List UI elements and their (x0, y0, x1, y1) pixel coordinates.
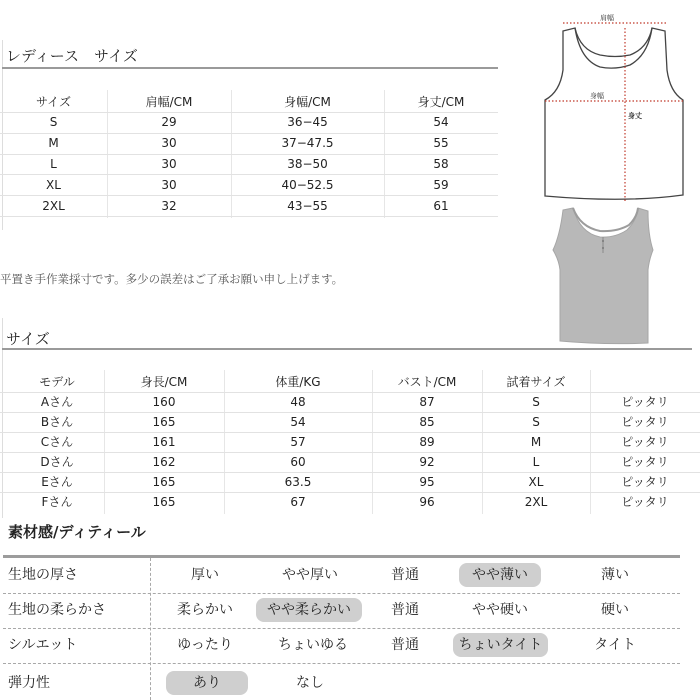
cell-weight: 63.5 (284, 475, 312, 489)
cell-length: 55 (433, 136, 449, 150)
row-label: 生地の柔らかさ (8, 602, 106, 618)
cell-length: 54 (433, 115, 449, 129)
cell-fit: ピッタリ (621, 395, 669, 409)
material-section-title: 素材感/ディティール (8, 523, 146, 541)
cell-bust: 96 (419, 495, 435, 509)
cell-fit: ピッタリ (621, 435, 669, 449)
cell-model: Bさん (40, 415, 74, 429)
cell-height: 162 (152, 455, 176, 469)
cell-chest: 38−50 (287, 157, 328, 171)
cell-size: M (48, 136, 59, 150)
option-normal: 普通 (391, 567, 419, 583)
cell-shoulder: 32 (161, 199, 177, 213)
cell-fit: ピッタリ (621, 455, 669, 469)
option-soft: 柔らかい (177, 602, 233, 618)
cell-size: S (49, 115, 58, 129)
cell-tried-size: 2XL (524, 495, 548, 509)
cell-fit: ピッタリ (621, 495, 669, 509)
cell-model: Cさん (40, 435, 74, 449)
material-section-rule (3, 555, 680, 558)
cell-weight: 67 (290, 495, 306, 509)
cell-size: L (50, 157, 57, 171)
model-section-rule (2, 348, 692, 350)
cell-chest: 43−55 (287, 199, 328, 213)
option-slightly-thin-selected: やや薄い (459, 563, 541, 587)
cell-chest: 37−47.5 (281, 136, 334, 150)
option-normal: 普通 (391, 637, 419, 653)
option-no: なし (296, 675, 324, 691)
row-divider (3, 628, 680, 629)
cell-shoulder: 30 (161, 136, 177, 150)
cell-shoulder: 30 (161, 157, 177, 171)
cell-bust: 87 (419, 395, 435, 409)
cell-length: 61 (433, 199, 449, 213)
size-section-title: レディース サイズ (6, 47, 138, 65)
option-slightly-soft-selected: やや柔らかい (256, 598, 362, 622)
cell-bust: 95 (419, 475, 435, 489)
length-label: 身丈 (628, 112, 642, 120)
cell-bust: 85 (419, 415, 435, 429)
column-header-tried-size: 試着サイズ (506, 375, 566, 389)
cell-bust: 92 (419, 455, 435, 469)
shoulder-width-label: 肩幅 (600, 14, 614, 22)
option-thin: 薄い (601, 567, 629, 583)
cell-model: Fさん (41, 495, 73, 509)
cell-tried-size: S (532, 415, 540, 429)
option-yes-selected: あり (166, 671, 248, 695)
cell-height: 165 (152, 415, 176, 429)
column-header-length: 身丈/CM (417, 95, 465, 109)
cell-size: 2XL (42, 199, 65, 213)
option-slightly-tight-selected: ちょいタイト (453, 633, 548, 657)
label-divider (150, 558, 151, 700)
cell-tried-size: XL (528, 475, 544, 489)
cell-model: Dさん (40, 455, 74, 469)
cell-tried-size: L (532, 455, 540, 469)
tank-top-measurement-diagram (530, 0, 700, 210)
row-label: 生地の厚さ (8, 567, 78, 583)
cell-weight: 54 (290, 415, 306, 429)
cell-length: 59 (433, 178, 449, 192)
product-photo-gray-tank (545, 205, 665, 345)
option-normal: 普通 (391, 602, 419, 618)
chest-width-label: 身幅 (590, 92, 604, 100)
cell-weight: 60 (290, 455, 306, 469)
cell-tried-size: S (532, 395, 540, 409)
cell-height: 165 (152, 495, 176, 509)
cell-height: 161 (152, 435, 176, 449)
cell-fit: ピッタリ (621, 475, 669, 489)
cell-length: 58 (433, 157, 449, 171)
column-header-shoulder: 肩幅/CM (145, 95, 193, 109)
option-hard: 硬い (601, 602, 629, 618)
cell-size: XL (46, 178, 61, 192)
cell-fit: ピッタリ (621, 415, 669, 429)
cell-shoulder: 29 (161, 115, 177, 129)
column-header-height: 身長/CM (140, 375, 188, 389)
option-slightly-hard: やや硬い (472, 602, 528, 618)
column-header-weight: 体重/KG (275, 375, 321, 389)
row-label: シルエット (8, 637, 78, 653)
cell-weight: 48 (290, 395, 306, 409)
option-slightly-loose: ちょいゆる (278, 637, 348, 653)
column-header-model: モデル (39, 375, 75, 389)
cell-model: Eさん (41, 475, 73, 489)
row-label: 弾力性 (8, 675, 50, 691)
row-divider (3, 663, 680, 664)
option-thick: 厚い (191, 567, 219, 583)
cell-weight: 57 (290, 435, 306, 449)
measurement-note: 平置き手作業採寸です。多少の誤差はご了承お願い申し上げます。 (0, 272, 344, 286)
option-tight: タイト (594, 637, 636, 653)
cell-model: Aさん (40, 395, 74, 409)
cell-chest: 40−52.5 (281, 178, 334, 192)
cell-height: 160 (152, 395, 176, 409)
column-header-size: サイズ (35, 95, 72, 109)
cell-height: 165 (152, 475, 176, 489)
cell-bust: 89 (419, 435, 435, 449)
option-loose: ゆったり (177, 637, 233, 653)
size-section-rule (2, 67, 498, 69)
column-header-bust: バスト/CM (397, 375, 457, 389)
row-divider (3, 593, 680, 594)
cell-shoulder: 30 (161, 178, 177, 192)
column-header-chest: 身幅/CM (284, 95, 331, 109)
option-slightly-thick: やや厚い (282, 567, 338, 583)
row-divider (0, 216, 498, 217)
cell-chest: 36−45 (287, 115, 328, 129)
cell-tried-size: M (530, 435, 542, 449)
model-section-title: サイズ (6, 330, 50, 348)
